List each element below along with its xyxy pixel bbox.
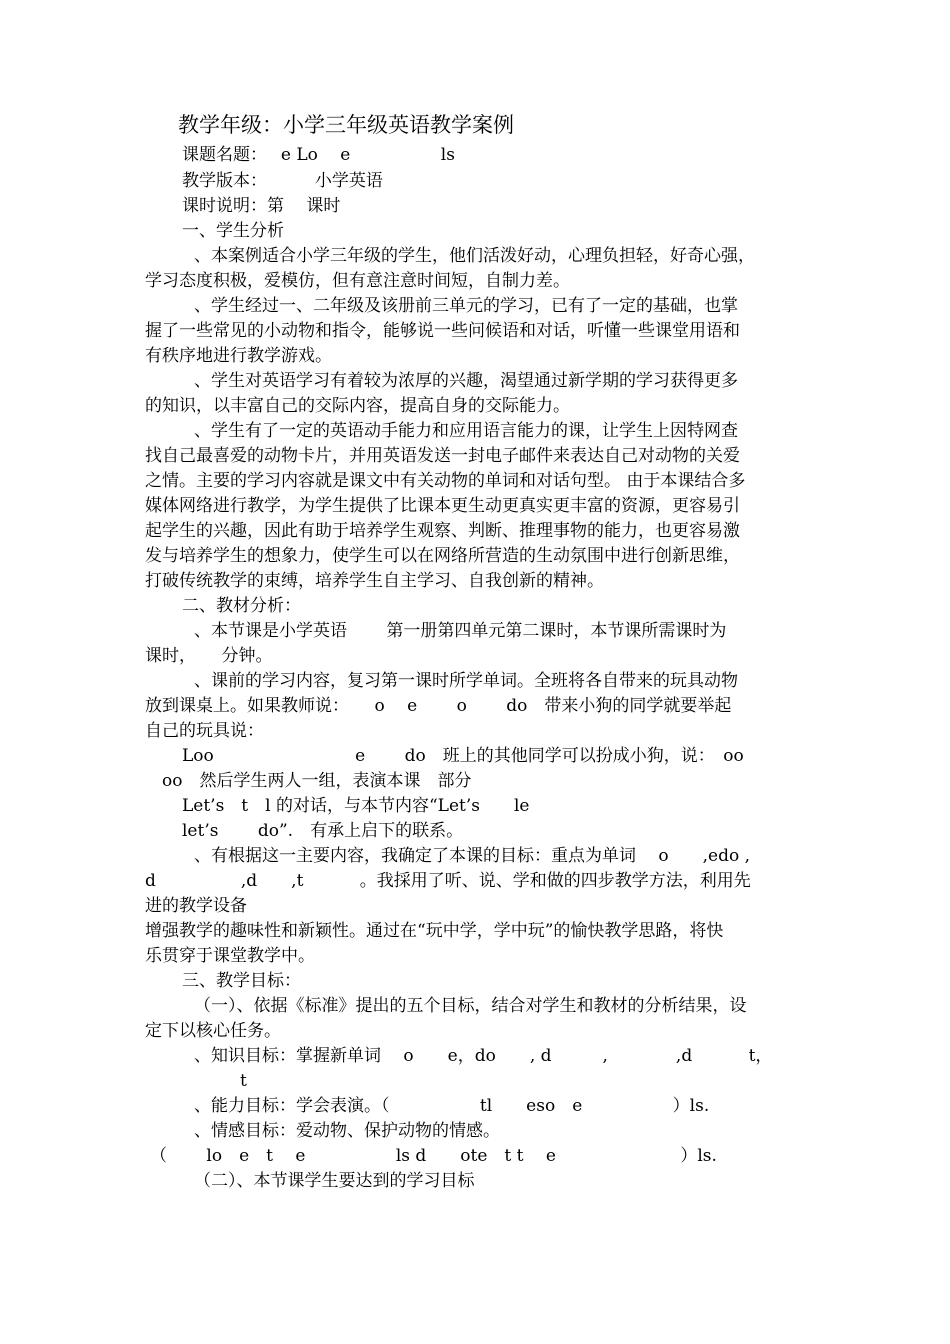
paragraph-line: 、本节课是小学英语 第一册第四单元第二课时，本节课所需课时为	[194, 621, 727, 641]
paragraph-line: 握了一些常见的小动物和指令，能够说一些问候语和对话，听懂一些课堂用语和	[145, 321, 740, 341]
paragraph-line: 、能力目标：学会表演。（ tl eso e ）ls.	[194, 1096, 710, 1116]
paragraph-line: 、学生经过一、二年级及该册前三单元的学习，已有了一定的基础，也掌	[194, 296, 738, 316]
paragraph-line: 课时， 分钟。	[145, 646, 273, 666]
paragraph-line: 找自己最喜爱的动物卡片，并用英语发送一封电子邮件来表达自己对动物的关爱	[145, 446, 740, 466]
paragraph-line: 学习态度积极，爱模仿，但有意注意时间短，自制力差。	[145, 271, 570, 291]
section-heading: 二、教材分析：	[182, 596, 301, 616]
paragraph-line: 定下以核心任务。	[145, 1021, 281, 1041]
subsection-heading: （二）、本节课学生要达到的学习目标	[194, 1171, 475, 1191]
paragraph-line: 打破传统教学的束缚，培养学生自主学习、自我创新的精神。	[145, 571, 604, 591]
topic-line: 课题名题： e Lo e ls	[182, 145, 455, 165]
paragraph-line: t	[240, 1071, 247, 1091]
paragraph-line: 、有根据这一主要内容，我确定了本课的目标：重点为单词 o ,edo ,	[194, 846, 751, 866]
paragraph-line: 、课前的学习内容，复习第一课时所学单词。全班将各自带来的玩具动物	[194, 671, 738, 691]
paragraph-line: 增强教学的趣味性和新颖性。通过在“玩中学，学中玩”的愉快教学思路，将快	[145, 921, 724, 941]
paragraph-line: 起学生的兴趣，因此有助于培养学生观察、判断、推理事物的能力，也更容易激	[145, 521, 740, 541]
paragraph-line: 的知识，以丰富自己的交际内容，提高自身的交际能力。	[145, 396, 570, 416]
paragraph-line: 、学生有了一定的英语动手能力和应用语言能力的课，让学生上因特网查	[194, 421, 738, 441]
period-line: 课时说明：第 课时	[182, 196, 341, 216]
section-heading: 一、学生分析	[182, 221, 284, 241]
paragraph-line: 放到课桌上。如果教师说： o e o do 带来小狗的同学就要举起	[145, 696, 732, 716]
paragraph-line: 发与培养学生的想象力，使学生可以在网络所营造的生动氛围中进行创新思维，	[145, 546, 740, 566]
paragraph-line: 、知识目标：掌握新单词 o e，do , d , ,d t，	[194, 1046, 773, 1066]
paragraph-line: 进的教学设备	[145, 896, 247, 916]
paragraph-line: let’s do”. 有承上启下的联系。	[182, 821, 464, 841]
paragraph-line: 有秩序地进行教学游戏。	[145, 346, 332, 366]
paragraph-line: （一）、依据《标准》提出的五个目标，结合对学生和教材的分析结果，设	[194, 996, 747, 1016]
paragraph-line: 、本案例适合小学三年级的学生，他们活泼好动，心理负担轻，好奇心强，	[194, 246, 755, 266]
paragraph-line: d ,d ,t 。我採用了听、说、学和做的四步教学方法，利用先	[145, 871, 751, 891]
paragraph-line: Loo e do 班上的其他同学可以扮成小狗，说： oo	[182, 746, 744, 766]
paragraph-line: 自己的玩具说：	[145, 721, 264, 741]
paragraph-line: 之情。主要的学习内容就是课文中有关动物的单词和对话句型。 由于本课结合多	[145, 471, 746, 491]
document-title: 教学年级：小学三年级英语教学案例	[178, 113, 514, 137]
section-heading: 三、教学目标：	[182, 971, 301, 991]
paragraph-line: 、学生对英语学习有着较为浓厚的兴趣，渴望通过新学期的学习获得更多	[194, 371, 738, 391]
paragraph-line: 乐贯穿于课堂教学中。	[145, 946, 315, 966]
paragraph-line: Let’s t l 的对话，与本节内容“Let’s le	[182, 796, 530, 816]
paragraph-line: 媒体网络进行教学，为学生提供了比课本更生动更真实更丰富的资源，更容易引	[145, 496, 740, 516]
paragraph-line: oo 然后学生两人一组，表演本课 部分	[162, 771, 472, 791]
edition-line: 教学版本： 小学英语	[182, 171, 383, 191]
paragraph-line: 、情感目标：爱动物、保护动物的情感。	[194, 1121, 500, 1141]
paragraph-line: （ lo e t e ls d ote t t e ）ls.	[150, 1146, 717, 1166]
